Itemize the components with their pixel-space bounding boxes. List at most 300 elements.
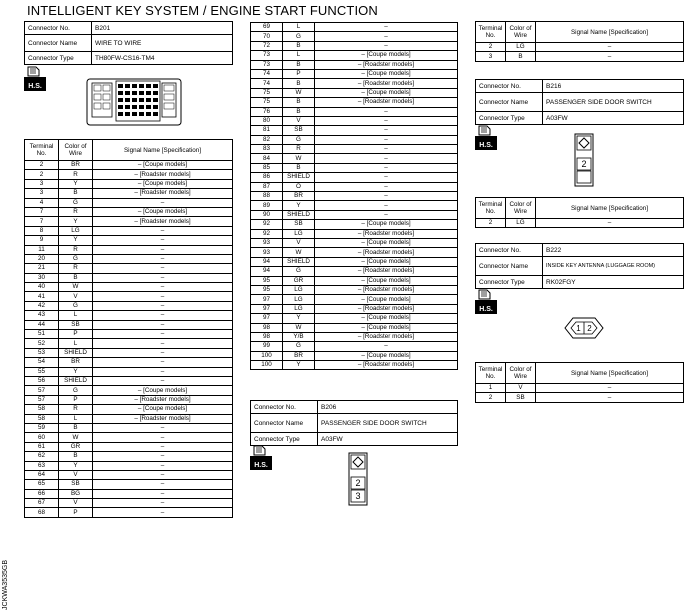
- wire-color-cell: P: [59, 395, 93, 404]
- wire-color-cell: Y: [283, 314, 315, 323]
- signal-name-cell: –: [93, 367, 233, 376]
- terminal-no-cell: 73: [251, 60, 283, 69]
- b222-connector-type: RK02FGY: [543, 276, 684, 289]
- terminal-no-cell: 42: [25, 301, 59, 310]
- signal-name-cell: –: [93, 508, 233, 517]
- signal-name-cell: – [Coupe models]: [93, 179, 233, 188]
- wire-color-cell: L: [283, 23, 315, 32]
- b206-connector-face: [348, 452, 368, 506]
- signal-name-cell: –: [93, 273, 233, 282]
- terminal-no-cell: 58: [25, 405, 59, 414]
- table-row: [25, 395, 233, 404]
- signal-name-cell: –: [93, 433, 233, 442]
- signal-name-cell: –: [315, 210, 458, 219]
- wire-color-cell: LG: [283, 304, 315, 313]
- signal-name-cell: –: [93, 264, 233, 273]
- table-row: [476, 384, 684, 393]
- terminal-no-cell: 55: [25, 367, 59, 376]
- wire-color-cell: G: [59, 301, 93, 310]
- terminal-no-cell: 21: [25, 264, 59, 273]
- table-row: [251, 79, 458, 88]
- wire-color-cell: Y/B: [283, 332, 315, 341]
- signal-name-cell: – [Coupe models]: [315, 51, 458, 60]
- signal-name-cell: – [Roadster models]: [93, 189, 233, 198]
- table-row: [251, 314, 458, 323]
- terminal-no-cell: 98: [251, 332, 283, 341]
- terminal-no-cell: 51: [25, 330, 59, 339]
- table-row: [251, 60, 458, 69]
- wire-color-cell: G: [283, 267, 315, 276]
- signal-name-cell: –: [93, 198, 233, 207]
- terminal-no-cell: 88: [251, 192, 283, 201]
- header-terminal-no: Terminal No.: [476, 22, 506, 43]
- signal-name-cell: –: [93, 339, 233, 348]
- table-row: [476, 219, 684, 228]
- table-row: [25, 292, 233, 301]
- terminal-no-cell: 2: [476, 393, 506, 402]
- signal-name-cell: – [Roadster models]: [315, 267, 458, 276]
- signal-name-cell: – [Roadster models]: [93, 170, 233, 179]
- table-row: [25, 226, 233, 235]
- terminal-no-cell: 67: [25, 499, 59, 508]
- table-row: [251, 238, 458, 247]
- terminal-no-cell: 76: [251, 107, 283, 116]
- table-row: [251, 295, 458, 304]
- b201-terminal-table-left: [24, 139, 233, 518]
- wire-color-cell: LG: [283, 285, 315, 294]
- b216-connector-no: B216: [543, 80, 684, 93]
- wire-color-cell: LG: [283, 295, 315, 304]
- signal-name-cell: –: [93, 320, 233, 329]
- table-row: [25, 301, 233, 310]
- terminal-no-cell: 62: [25, 452, 59, 461]
- table-row: [251, 257, 458, 266]
- table-row: [251, 126, 458, 135]
- signal-name-cell: –: [315, 126, 458, 135]
- table-row: [251, 267, 458, 276]
- signal-name-cell: – [Coupe models]: [315, 351, 458, 360]
- table-row: [25, 367, 233, 376]
- terminal-no-cell: 2: [25, 161, 59, 170]
- wire-color-cell: Y: [59, 217, 93, 226]
- wire-color-cell: V: [283, 116, 315, 125]
- table-row: [251, 220, 458, 229]
- table-row: [25, 376, 233, 385]
- terminal-no-cell: 89: [251, 201, 283, 210]
- table-row: [25, 508, 233, 517]
- label-connector-type: Connector Type: [476, 276, 543, 289]
- wire-color-cell: V: [283, 238, 315, 247]
- b222-connector-name: INSIDE KEY ANTENNA (LUGGAGE ROOM): [543, 257, 684, 276]
- terminal-no-cell: 75: [251, 88, 283, 97]
- label-connector-type: Connector Type: [25, 52, 92, 65]
- terminal-no-cell: 87: [251, 182, 283, 191]
- terminal-no-cell: 73: [251, 51, 283, 60]
- table-row: [251, 210, 458, 219]
- signal-name-cell: –: [93, 423, 233, 432]
- signal-name-cell: –: [536, 52, 684, 61]
- table-row: [251, 182, 458, 191]
- table-row: [25, 433, 233, 442]
- wire-color-cell: G: [283, 342, 315, 351]
- wire-color-cell: L: [59, 311, 93, 320]
- table-row: [25, 405, 233, 414]
- table-row: [251, 351, 458, 360]
- signal-name-cell: – [Roadster models]: [315, 79, 458, 88]
- wire-color-cell: L: [283, 51, 315, 60]
- table-row: [251, 135, 458, 144]
- wire-color-cell: W: [283, 154, 315, 163]
- header-signal-name: Signal Name [Specification]: [93, 140, 233, 161]
- label-connector-no: Connector No.: [251, 401, 318, 414]
- b206-connector-info: [250, 400, 458, 446]
- terminal-no-cell: 97: [251, 304, 283, 313]
- terminal-no-cell: 83: [251, 145, 283, 154]
- header-terminal-no: Terminal No.: [476, 198, 506, 219]
- wire-color-cell: G: [283, 32, 315, 41]
- terminal-no-cell: 57: [25, 386, 59, 395]
- table-row: [251, 23, 458, 32]
- wire-color-cell: LG: [506, 43, 536, 52]
- wire-color-cell: SHIELD: [283, 173, 315, 182]
- signal-name-cell: –: [315, 182, 458, 191]
- b206-connector-name: PASSENGER SIDE DOOR SWITCH: [318, 414, 458, 433]
- table-row: [251, 51, 458, 60]
- terminal-no-cell: 2: [476, 219, 506, 228]
- signal-name-cell: –: [315, 135, 458, 144]
- b216-connector-name: PASSENGER SIDE DOOR SWITCH: [543, 93, 684, 112]
- table-row: [25, 452, 233, 461]
- wire-color-cell: R: [59, 207, 93, 216]
- wire-color-cell: Y: [59, 461, 93, 470]
- wire-color-cell: G: [59, 254, 93, 263]
- signal-name-cell: –: [93, 348, 233, 357]
- table-row: [251, 116, 458, 125]
- terminal-no-cell: 3: [476, 52, 506, 61]
- wire-color-cell: B: [283, 79, 315, 88]
- wire-color-cell: BR: [283, 351, 315, 360]
- wire-color-cell: BR: [59, 358, 93, 367]
- header-color-of-wire: Color of Wire: [506, 22, 536, 43]
- b216-connector-info: [475, 79, 684, 125]
- signal-name-cell: –: [93, 236, 233, 245]
- terminal-no-cell: 70: [251, 32, 283, 41]
- signal-name-cell: –: [93, 254, 233, 263]
- signal-name-cell: –: [93, 226, 233, 235]
- wire-color-cell: R: [59, 170, 93, 179]
- wire-color-cell: SHIELD: [59, 376, 93, 385]
- wire-color-cell: B: [283, 107, 315, 116]
- hs-label: H.S.: [479, 306, 493, 313]
- terminal-no-cell: 90: [251, 210, 283, 219]
- signal-name-cell: –: [315, 342, 458, 351]
- signal-name-cell: –: [93, 442, 233, 451]
- wire-color-cell: SB: [283, 220, 315, 229]
- pin-label: 3: [355, 491, 361, 501]
- wire-color-cell: BR: [283, 192, 315, 201]
- table-row: [25, 254, 233, 263]
- header-color-of-wire: Color of Wire: [506, 363, 536, 384]
- header-color-of-wire: Color of Wire: [506, 198, 536, 219]
- wire-color-cell: L: [59, 414, 93, 423]
- signal-name-cell: –: [536, 43, 684, 52]
- signal-name-cell: –: [315, 201, 458, 210]
- table-row: [251, 145, 458, 154]
- table-row: [251, 201, 458, 210]
- wire-color-cell: SB: [59, 320, 93, 329]
- table-row: [25, 217, 233, 226]
- table-row: [251, 276, 458, 285]
- b222-connector-info: [475, 243, 684, 289]
- table-row: [251, 107, 458, 116]
- table-row: [25, 273, 233, 282]
- terminal-no-cell: 97: [251, 295, 283, 304]
- terminal-no-cell: 92: [251, 229, 283, 238]
- signal-name-cell: –: [93, 292, 233, 301]
- pin-label: 2: [581, 159, 587, 169]
- signal-name-cell: – [Coupe models]: [315, 257, 458, 266]
- table-row: [476, 52, 684, 61]
- terminal-no-cell: 53: [25, 348, 59, 357]
- b201-connector-name: WIRE TO WIRE: [92, 35, 233, 52]
- wire-color-cell: P: [59, 508, 93, 517]
- table-row: [25, 179, 233, 188]
- signal-name-cell: –: [315, 192, 458, 201]
- label-connector-no: Connector No.: [25, 22, 92, 35]
- label-connector-no: Connector No.: [476, 244, 543, 257]
- label-connector-name: Connector Name: [25, 35, 92, 52]
- harness-side-icon: [250, 444, 272, 470]
- signal-name-cell: – [Roadster models]: [315, 98, 458, 107]
- table-row: [25, 283, 233, 292]
- terminal-no-cell: 3: [25, 179, 59, 188]
- terminal-no-cell: 7: [25, 207, 59, 216]
- wire-color-cell: Y: [283, 201, 315, 210]
- terminal-no-cell: 84: [251, 154, 283, 163]
- wire-color-cell: B: [283, 41, 315, 50]
- wire-color-cell: W: [283, 88, 315, 97]
- document-code: JCKWA3535GB: [2, 560, 9, 610]
- table-row: [25, 189, 233, 198]
- terminal-no-cell: 11: [25, 245, 59, 254]
- table-row: [25, 245, 233, 254]
- terminal-no-cell: 85: [251, 163, 283, 172]
- signal-name-cell: – [Coupe models]: [315, 88, 458, 97]
- pin-label: 2: [355, 478, 361, 488]
- table-row: [25, 423, 233, 432]
- hs-label: H.S.: [479, 142, 493, 149]
- wire-color-cell: B: [506, 52, 536, 61]
- wire-color-cell: W: [59, 283, 93, 292]
- b222-terminal-table: [475, 362, 684, 403]
- b206-connector-no: B206: [318, 401, 458, 414]
- terminal-no-cell: 52: [25, 339, 59, 348]
- terminal-no-cell: 93: [251, 238, 283, 247]
- wire-color-cell: SHIELD: [59, 348, 93, 357]
- wire-color-cell: P: [59, 330, 93, 339]
- wire-color-cell: O: [283, 182, 315, 191]
- signal-name-cell: –: [93, 358, 233, 367]
- wire-color-cell: Y: [59, 367, 93, 376]
- wire-color-cell: Y: [59, 236, 93, 245]
- table-row: [251, 229, 458, 238]
- page-title: INTELLIGENT KEY SYSTEM / ENGINE START FUNCTION: [27, 3, 378, 18]
- terminal-no-cell: 61: [25, 442, 59, 451]
- b216-connector-type: A03FW: [543, 112, 684, 125]
- signal-name-cell: – [Roadster models]: [315, 361, 458, 370]
- terminal-no-cell: 95: [251, 285, 283, 294]
- table-row: [25, 161, 233, 170]
- table-row: [25, 386, 233, 395]
- wire-color-cell: LG: [506, 219, 536, 228]
- wire-color-cell: G: [283, 135, 315, 144]
- terminal-no-cell: 68: [25, 508, 59, 517]
- terminal-no-cell: 64: [25, 470, 59, 479]
- header-terminal-no: Terminal No.: [476, 363, 506, 384]
- terminal-no-cell: 56: [25, 376, 59, 385]
- wire-color-cell: B: [59, 189, 93, 198]
- table-row: [251, 163, 458, 172]
- signal-name-cell: –: [315, 23, 458, 32]
- terminal-no-cell: 43: [25, 311, 59, 320]
- terminal-no-cell: 98: [251, 323, 283, 332]
- terminal-no-cell: 30: [25, 273, 59, 282]
- terminal-no-cell: 60: [25, 433, 59, 442]
- label-connector-name: Connector Name: [476, 257, 543, 276]
- wire-color-cell: B: [59, 423, 93, 432]
- signal-name-cell: – [Roadster models]: [93, 414, 233, 423]
- b201-connector-type: TH80FW-CS16-TM4: [92, 52, 233, 65]
- table-row: [25, 330, 233, 339]
- terminal-no-cell: 95: [251, 276, 283, 285]
- b216-terminal-table: [475, 197, 684, 228]
- wire-color-cell: W: [283, 323, 315, 332]
- wire-color-cell: V: [59, 499, 93, 508]
- table-row: [25, 264, 233, 273]
- signal-name-cell: – [Roadster models]: [315, 248, 458, 257]
- wire-color-cell: R: [59, 245, 93, 254]
- table-row: [25, 414, 233, 423]
- terminal-no-cell: 66: [25, 489, 59, 498]
- terminal-no-cell: 7: [25, 217, 59, 226]
- signal-name-cell: – [Roadster models]: [93, 217, 233, 226]
- signal-name-cell: – [Roadster models]: [315, 285, 458, 294]
- terminal-no-cell: 2: [25, 170, 59, 179]
- signal-name-cell: – [Coupe models]: [93, 207, 233, 216]
- signal-name-cell: –: [93, 489, 233, 498]
- terminal-no-cell: 94: [251, 257, 283, 266]
- wire-color-cell: GR: [59, 442, 93, 451]
- label-connector-type: Connector Type: [251, 433, 318, 446]
- terminal-no-cell: 40: [25, 283, 59, 292]
- signal-name-cell: –: [315, 154, 458, 163]
- terminal-no-cell: 100: [251, 351, 283, 360]
- terminal-no-cell: 41: [25, 292, 59, 301]
- terminal-no-cell: 92: [251, 220, 283, 229]
- wire-color-cell: G: [59, 198, 93, 207]
- terminal-no-cell: 74: [251, 69, 283, 78]
- wire-color-cell: BR: [59, 161, 93, 170]
- wire-color-cell: V: [59, 470, 93, 479]
- terminal-no-cell: 3: [25, 189, 59, 198]
- signal-name-cell: –: [93, 470, 233, 479]
- wire-color-cell: SB: [506, 393, 536, 402]
- wire-color-cell: W: [283, 248, 315, 257]
- wire-color-cell: B: [283, 60, 315, 69]
- label-connector-no: Connector No.: [476, 80, 543, 93]
- signal-name-cell: –: [93, 461, 233, 470]
- wire-color-cell: V: [59, 292, 93, 301]
- table-row: [251, 361, 458, 370]
- wire-color-cell: B: [59, 273, 93, 282]
- signal-name-cell: –: [315, 163, 458, 172]
- signal-name-cell: –: [315, 32, 458, 41]
- table-row: [251, 332, 458, 341]
- signal-name-cell: –: [93, 376, 233, 385]
- wire-color-cell: LG: [59, 226, 93, 235]
- terminal-no-cell: 99: [251, 342, 283, 351]
- terminal-no-cell: 58: [25, 414, 59, 423]
- table-row: [25, 207, 233, 216]
- wire-color-cell: LG: [283, 229, 315, 238]
- b201-terminal-table-middle: [250, 22, 458, 370]
- table-row: [25, 358, 233, 367]
- wire-color-cell: V: [506, 384, 536, 393]
- table-row: [251, 32, 458, 41]
- terminal-no-cell: 4: [25, 198, 59, 207]
- table-row: [476, 393, 684, 402]
- signal-name-cell: –: [93, 480, 233, 489]
- terminal-no-cell: 74: [251, 79, 283, 88]
- signal-name-cell: – [Coupe models]: [315, 220, 458, 229]
- table-row: [251, 154, 458, 163]
- signal-name-cell: – [Roadster models]: [315, 229, 458, 238]
- wire-color-cell: GR: [283, 276, 315, 285]
- signal-name-cell: –: [93, 283, 233, 292]
- b222-connector-face: [563, 316, 605, 340]
- harness-side-icon: [24, 65, 46, 91]
- signal-name-cell: – [Roadster models]: [315, 60, 458, 69]
- signal-name-cell: –: [93, 245, 233, 254]
- terminal-no-cell: 44: [25, 320, 59, 329]
- hs-label: H.S.: [28, 83, 42, 90]
- table-row: [251, 304, 458, 313]
- harness-side-icon: [475, 288, 497, 314]
- terminal-no-cell: 63: [25, 461, 59, 470]
- signal-name-cell: – [Roadster models]: [315, 332, 458, 341]
- terminal-no-cell: 86: [251, 173, 283, 182]
- pin-table-top-right: [475, 21, 684, 62]
- table-row: [251, 41, 458, 50]
- table-row: [251, 98, 458, 107]
- signal-name-cell: – [Coupe models]: [315, 276, 458, 285]
- signal-name-cell: – [Coupe models]: [315, 295, 458, 304]
- header-terminal-no: Terminal No.: [25, 140, 59, 161]
- terminal-no-cell: 80: [251, 116, 283, 125]
- wire-color-cell: L: [59, 339, 93, 348]
- pin-label: 2: [587, 324, 592, 333]
- terminal-no-cell: 72: [251, 41, 283, 50]
- wire-color-cell: G: [59, 386, 93, 395]
- signal-name-cell: –: [315, 173, 458, 182]
- wire-color-cell: R: [59, 264, 93, 273]
- label-connector-name: Connector Name: [251, 414, 318, 433]
- terminal-no-cell: 81: [251, 126, 283, 135]
- table-row: [25, 339, 233, 348]
- wire-color-cell: B: [59, 452, 93, 461]
- table-row: [251, 323, 458, 332]
- table-row: [251, 88, 458, 97]
